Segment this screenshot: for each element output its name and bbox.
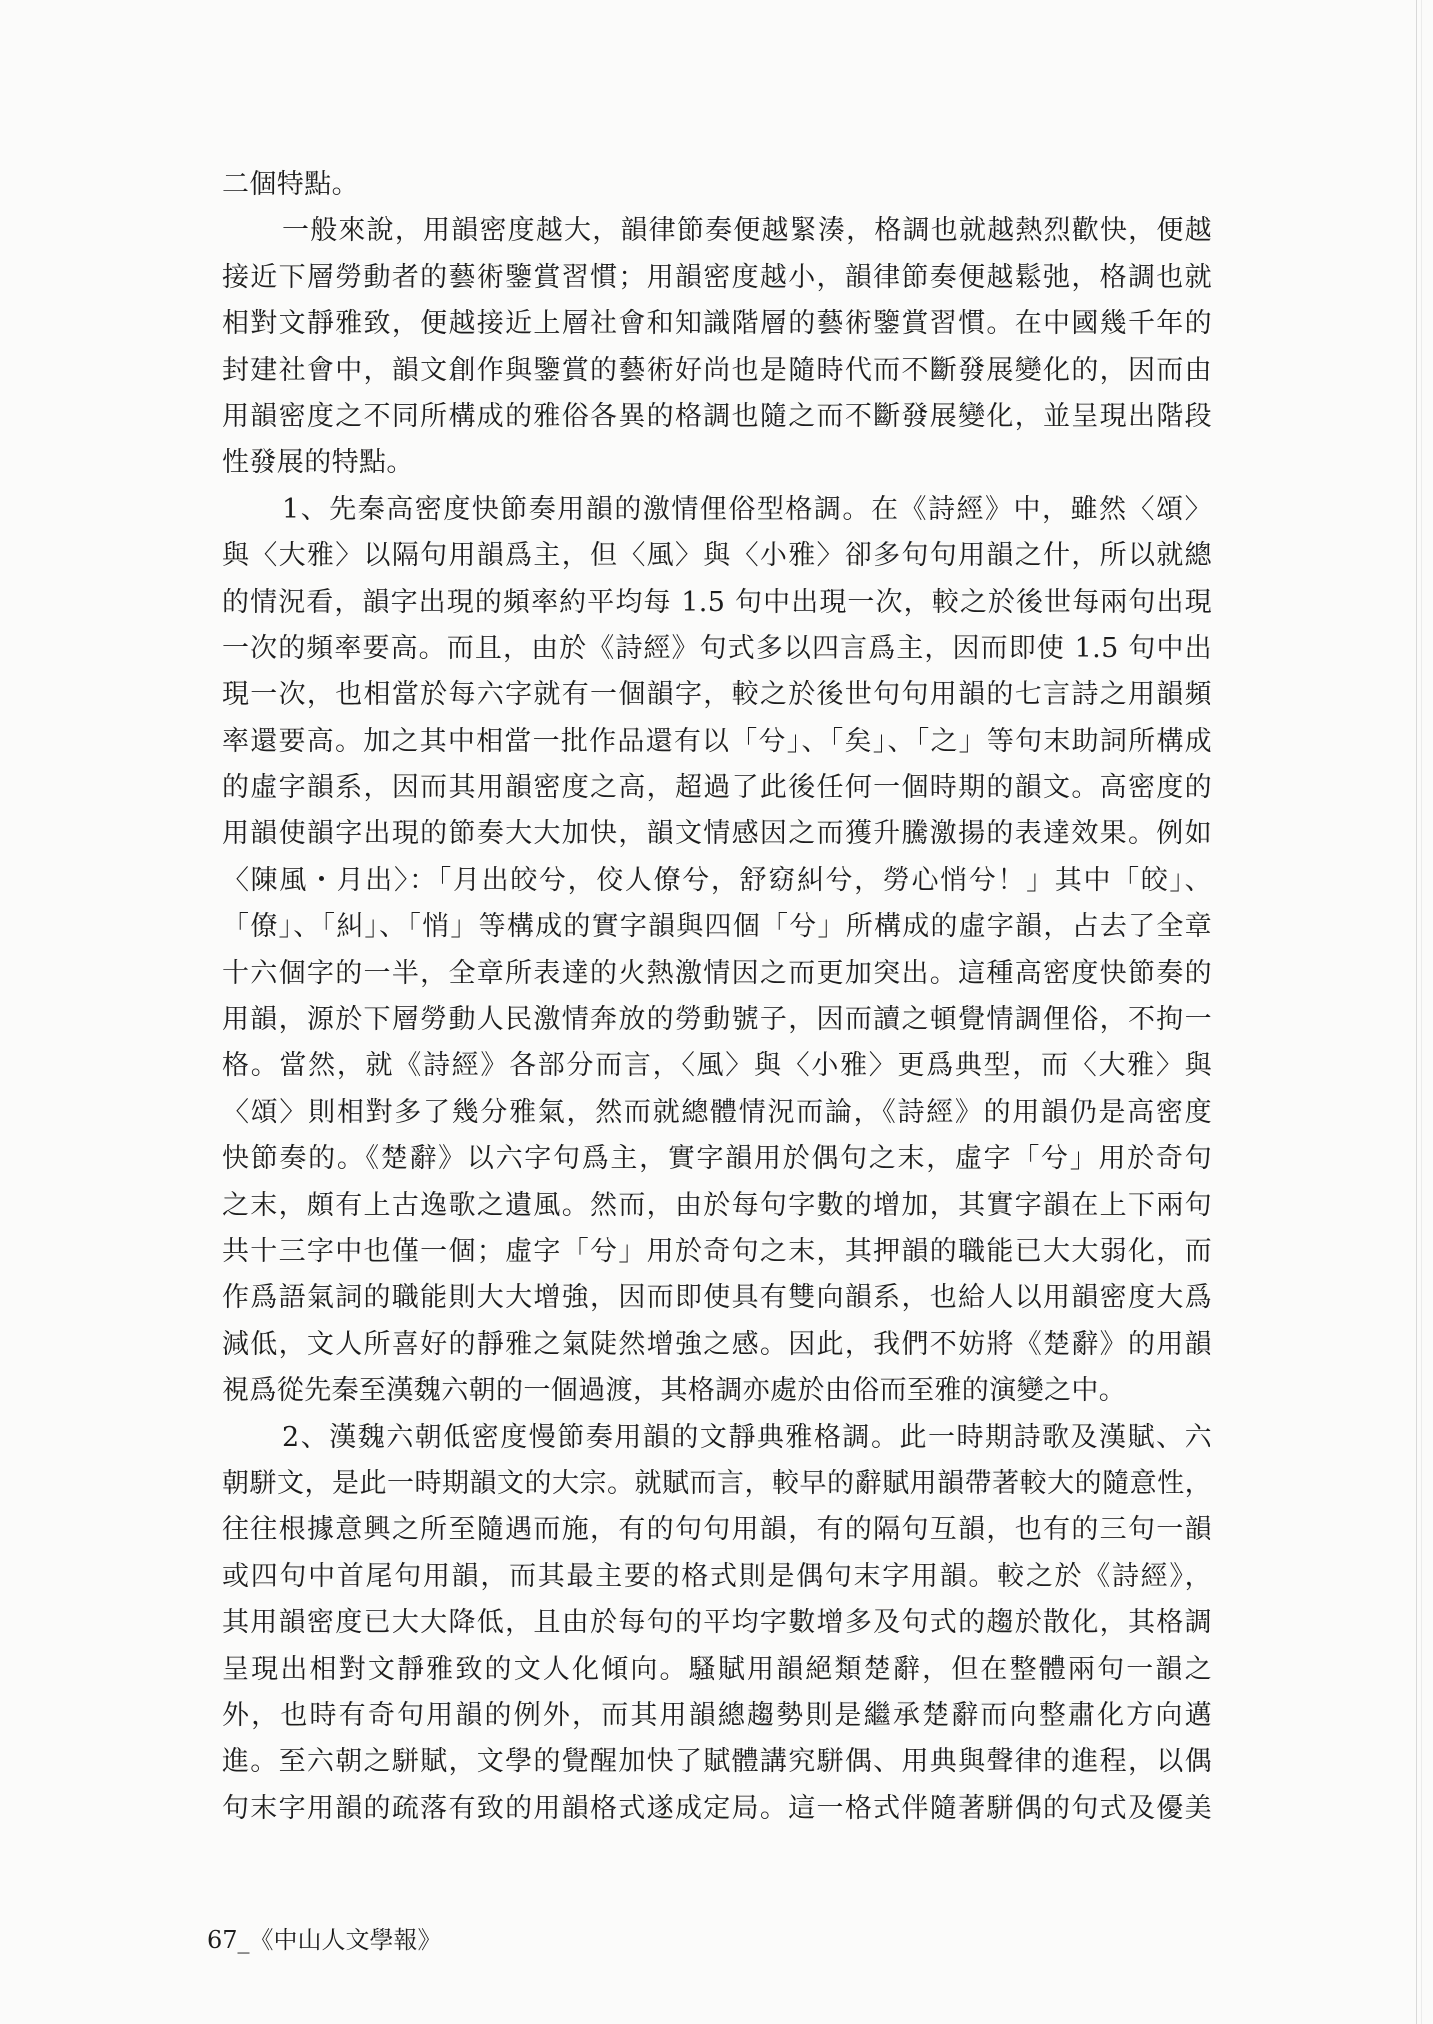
text-line: 2、漢魏六朝低密度慢節奏用韻的文靜典雅格調。此一時期詩歌及漢賦、六	[282, 1421, 1212, 1453]
text-line: 呈現出相對文靜雅致的文人化傾向。騷賦用韻絕類楚辭，但在整體兩句一韻之	[222, 1653, 1212, 1685]
text-line: 相對文靜雅致，便越接近上層社會和知識階層的藝術鑒賞習慣。在中國幾千年的	[222, 308, 1212, 340]
text-line: 封建社會中，韻文創作與鑒賞的藝術好尚也是隨時代而不斷發展變化的，因而由	[222, 354, 1212, 386]
text-line: 一次的頻率要高。而且，由於《詩經》句式多以四言爲主，因而即使 1.5 句中出	[222, 632, 1212, 664]
scan-edge-line-faint	[1421, 0, 1422, 2024]
text-line: 或四句中首尾句用韻，而其最主要的格式則是偶句末字用韻。較之於《詩經》，	[222, 1560, 1212, 1592]
text-line: 〈頌〉則相對多了幾分雅氣，然而就總體情況而論，《詩經》的用韻仍是高密度	[222, 1096, 1212, 1128]
text-line: 視爲從先秦至漢魏六朝的一個過渡，其格調亦處於由俗而至雅的演變之中。	[222, 1375, 1127, 1407]
text-line: 的情況看，韻字出現的頻率約平均每 1.5 句中出現一次，較之於後世每兩句出現	[222, 586, 1212, 618]
text-line: 之末，頗有上古逸歌之遺風。然而，由於每句字數的增加，其實字韻在上下兩句	[222, 1189, 1212, 1221]
text-line: 現一次，也相當於每六字就有一個韻字，較之於後世句句用韻的七言詩之用韻頻	[222, 679, 1212, 711]
text-line: 快節奏的。《楚辭》以六字句爲主，實字韻用於偶句之末，虛字「兮」用於奇句	[222, 1143, 1212, 1175]
text-line: 朝駢文，是此一時期韻文的大宗。就賦而言，較早的辭賦用韻帶著較大的隨意性，	[222, 1467, 1212, 1499]
text-line: 「僚」、「糾」、「悄」等構成的實字韻與四個「兮」所構成的虛字韻，占去了全章	[222, 911, 1212, 943]
text-line: 減低，文人所喜好的靜雅之氣陡然增強之感。因此，我們不妨將《楚辭》的用韻	[222, 1328, 1212, 1360]
text-line: 格。當然，就《詩經》各部分而言，〈風〉與〈小雅〉更爲典型，而〈大雅〉與	[222, 1050, 1212, 1082]
text-line: 〈陳風・月出〉：「月出皎兮，佼人僚兮，舒窈糾兮，勞心悄兮！」其中「皎」、	[222, 864, 1212, 896]
text-line: 用韻，源於下層勞動人民激情奔放的勞動號子，因而讀之頓覺情調俚俗，不拘一	[222, 1004, 1212, 1036]
text-line: 的虛字韻系，因而其用韻密度之高，超過了此後任何一個時期的韻文。高密度的	[222, 772, 1212, 804]
text-line: 接近下層勞動者的藝術鑒賞習慣；用韻密度越小，韻律節奏便越鬆弛，格調也就	[222, 261, 1212, 293]
text-line: 一般來說，用韻密度越大，韻律節奏便越緊湊，格調也就越熱烈歡快，便越	[282, 215, 1212, 247]
text-line: 二個特點。	[222, 169, 359, 200]
page-footer: 67_《中山人文學報》	[207, 1926, 442, 1954]
text-line: 句末字用韻的疏落有致的用韻格式遂成定局。這一格式伴隨著駢偶的句式及優美	[222, 1792, 1212, 1824]
scan-edge-line	[1416, 0, 1417, 2024]
text-line: 用韻密度之不同所構成的雅俗各異的格調也隨之而不斷發展變化，並呈現出階段	[222, 400, 1212, 432]
text-line: 外，也時有奇句用韻的例外，而其用韻總趨勢則是繼承楚辭而向整肅化方向邁	[222, 1699, 1212, 1731]
text-line: 往往根據意興之所至隨遇而施，有的句句用韻，有的隔句互韻，也有的三句一韻	[222, 1514, 1212, 1546]
text-line: 性發展的特點。	[222, 447, 414, 479]
text-line: 共十三字中也僅一個；虛字「兮」用於奇句之末，其押韻的職能已大大弱化，而	[222, 1235, 1212, 1267]
text-line: 與〈大雅〉以隔句用韻爲主，但〈風〉與〈小雅〉卻多句句用韻之什，所以就總	[222, 540, 1212, 572]
text-line: 作爲語氣詞的職能則大大增強，因而即使具有雙向韻系，也給人以用韻密度大爲	[222, 1282, 1212, 1314]
text-line: 其用韻密度已大大降低，且由於每句的平均字數增多及句式的趨於散化，其格調	[222, 1607, 1212, 1639]
text-line: 十六個字的一半，全章所表達的火熱激情因之而更加突出。這種高密度快節奏的	[222, 957, 1212, 989]
body-text	[222, 162, 1212, 1832]
text-line: 進。至六朝之駢賦，文學的覺醒加快了賦體講究駢偶、用典與聲律的進程，以偶	[222, 1746, 1212, 1778]
text-line: 用韻使韻字出現的節奏大大加快，韻文情感因之而獲升騰激揚的表達效果。例如	[222, 818, 1212, 850]
text-line: 率還要高。加之其中相當一批作品還有以「兮」、「矣」、「之」等句末助詞所構成	[222, 725, 1212, 757]
text-line: 1、先秦高密度快節奏用韻的激情俚俗型格調。在《詩經》中，雖然〈頌〉	[282, 493, 1212, 525]
